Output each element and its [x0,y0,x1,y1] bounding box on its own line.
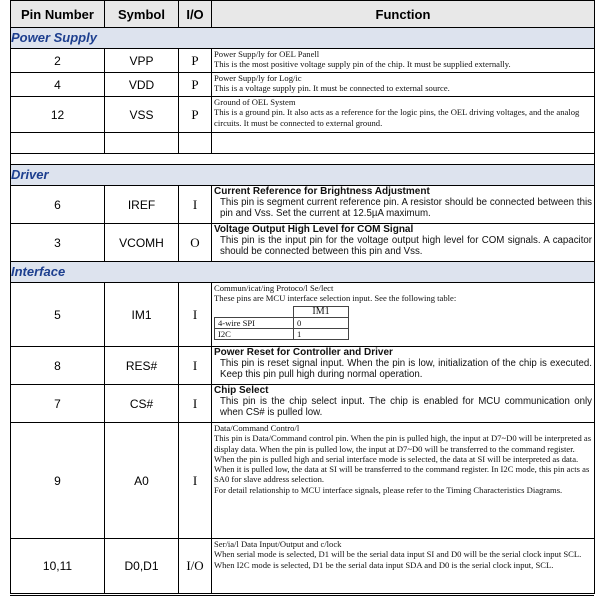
pin-function [212,283,595,347]
mode-name: 4-wire SPI [215,317,294,328]
function-description: This pin is the input pin for the voltage output high level for COM signals. A capacitor should be connected between this pin and Vss. [220,235,592,258]
pin-symbol: A0 [105,423,179,539]
function-title: Ser/ia/l Data Input/Output and c/lock [214,539,342,549]
table-row [11,97,595,133]
table-row [11,283,595,347]
pin-io: P [179,49,212,73]
empty-row [11,133,595,154]
mode-row [215,328,349,339]
function-title: Power Supp/ly for Log/ic [214,73,302,83]
function-title: Data/Command Contro/l [214,423,300,433]
pin-function [212,539,595,594]
table-row [11,539,595,594]
table-row [11,49,595,73]
function-description: This pin is the chip select input. The chip is enabled for MCU communication only when CS# is pulled low. [220,396,592,419]
pin-io: O [179,224,212,262]
pin-io: I [179,423,212,539]
pin-symbol: RES# [105,347,179,385]
pin-symbol: VSS [105,97,179,133]
spacer-row [11,154,595,165]
pin-symbol: VPP [105,49,179,73]
function-description: These pins are MCU interface selection input. See the following table: [214,293,457,304]
table-row [11,347,595,385]
mode-name: I2C [215,328,294,339]
function-description: This is a voltage supply pin. It must be connected to external source. [214,83,450,94]
mode-row [215,317,349,328]
pin-symbol: IM1 [105,283,179,347]
pin-number: 6 [11,186,105,224]
table-row [11,385,595,423]
pin-io: I [179,186,212,224]
pin-symbol: VDD [105,73,179,97]
table-row [11,186,595,224]
function-description: This pin is segment current reference pin. A resistor should be connected between this pin and Vss. Set the current at 12.5µA maximum. [220,197,592,220]
function-title: Chip Select [214,385,269,396]
function-title: Current Reference for Brightness Adjustment [214,186,430,197]
header-symbol: Symbol [105,1,179,28]
pin-function [212,385,595,423]
pin-description-table [10,0,595,594]
function-title: Ground of OEL System [214,97,296,107]
section-power-supply [11,28,595,49]
mode-table-header: IM1 [294,306,349,317]
function-description: This pin is Data/Command control pin. When the pin is pulled high, the input at D7~D0 will be interpreted as display data. When the pin is pulled low, the input at D7~D0 will be transferred to the command register. [214,433,592,454]
table-row [11,73,595,97]
pin-symbol: D0,D1 [105,539,179,594]
pin-io: I [179,347,212,385]
pin-function [212,224,595,262]
pin-io: I/O [179,539,212,594]
section-title: Interface [11,264,66,279]
pin-symbol: VCOMH [105,224,179,262]
pin-number: 7 [11,385,105,423]
function-title: Power Reset for Controller and Driver [214,347,393,358]
pin-symbol: CS# [105,385,179,423]
function-description: This is the most positive voltage supply pin of the chip. It must be supplied externally. [214,59,511,70]
mode-value: 1 [294,328,349,339]
header-function: Function [212,1,595,28]
function-description: When the pin is pulled high and serial interface mode is selected, the data at SI will be interpreted as data. When it is pulled low, the data at SI will be transferred to the command register. In I2C mode, this pin acts as SA0 for slave address selection. [214,453,590,485]
pin-number: 9 [11,423,105,539]
pin-number: 12 [11,97,105,133]
function-description: For detail relationship to MCU interface signals, please refer to the Timing Characteristics Diagrams. [214,484,563,495]
pin-function [212,423,595,539]
pin-function [212,186,595,224]
pin-io: I [179,283,212,347]
section-title: Power Supply [11,30,97,45]
pin-function [212,97,595,133]
function-title: Power Supp/ly for OEL Panell [214,49,320,59]
pin-number: 2 [11,49,105,73]
pin-function [212,49,595,73]
function-title: Voltage Output High Level for COM Signal [214,224,414,235]
section-title: Driver [11,167,49,182]
header-io: I/O [179,1,212,28]
function-description: This is a ground pin. It also acts as a reference for the logic pins, the OEL driving voltages, and the analog circuits. It must be connected to external ground. [214,107,580,128]
pin-function [212,347,595,385]
function-description: This pin is reset signal input. When the pin is low, initialization of the chip is executed. Keep this pin pull high during normal operation. [220,358,592,381]
pin-number: 8 [11,347,105,385]
header-pin-number: Pin Number [11,1,105,28]
section-driver [11,165,595,186]
header-row [11,1,595,28]
interface-mode-table [214,306,349,340]
function-description: When I2C mode is selected, D1 be the serial data input SDA and D0 is the serial clock input, SCL. [214,559,554,570]
pin-number: 5 [11,283,105,347]
pin-number: 4 [11,73,105,97]
pin-number: 3 [11,224,105,262]
function-title: Commun/icat/ing Protoco/l Se/lect [214,283,334,293]
bottom-rule [10,595,594,596]
table-row [11,423,595,539]
function-description: When serial mode is selected, D1 will be the serial data input SI and D0 will be the serial clock input SCL. [214,549,582,560]
pin-number: 10,11 [11,539,105,594]
pin-io: P [179,73,212,97]
pin-function [212,73,595,97]
mode-value: 0 [294,317,349,328]
section-interface [11,262,595,283]
pin-symbol: IREF [105,186,179,224]
pin-io: P [179,97,212,133]
pin-io: I [179,385,212,423]
table-row [11,224,595,262]
